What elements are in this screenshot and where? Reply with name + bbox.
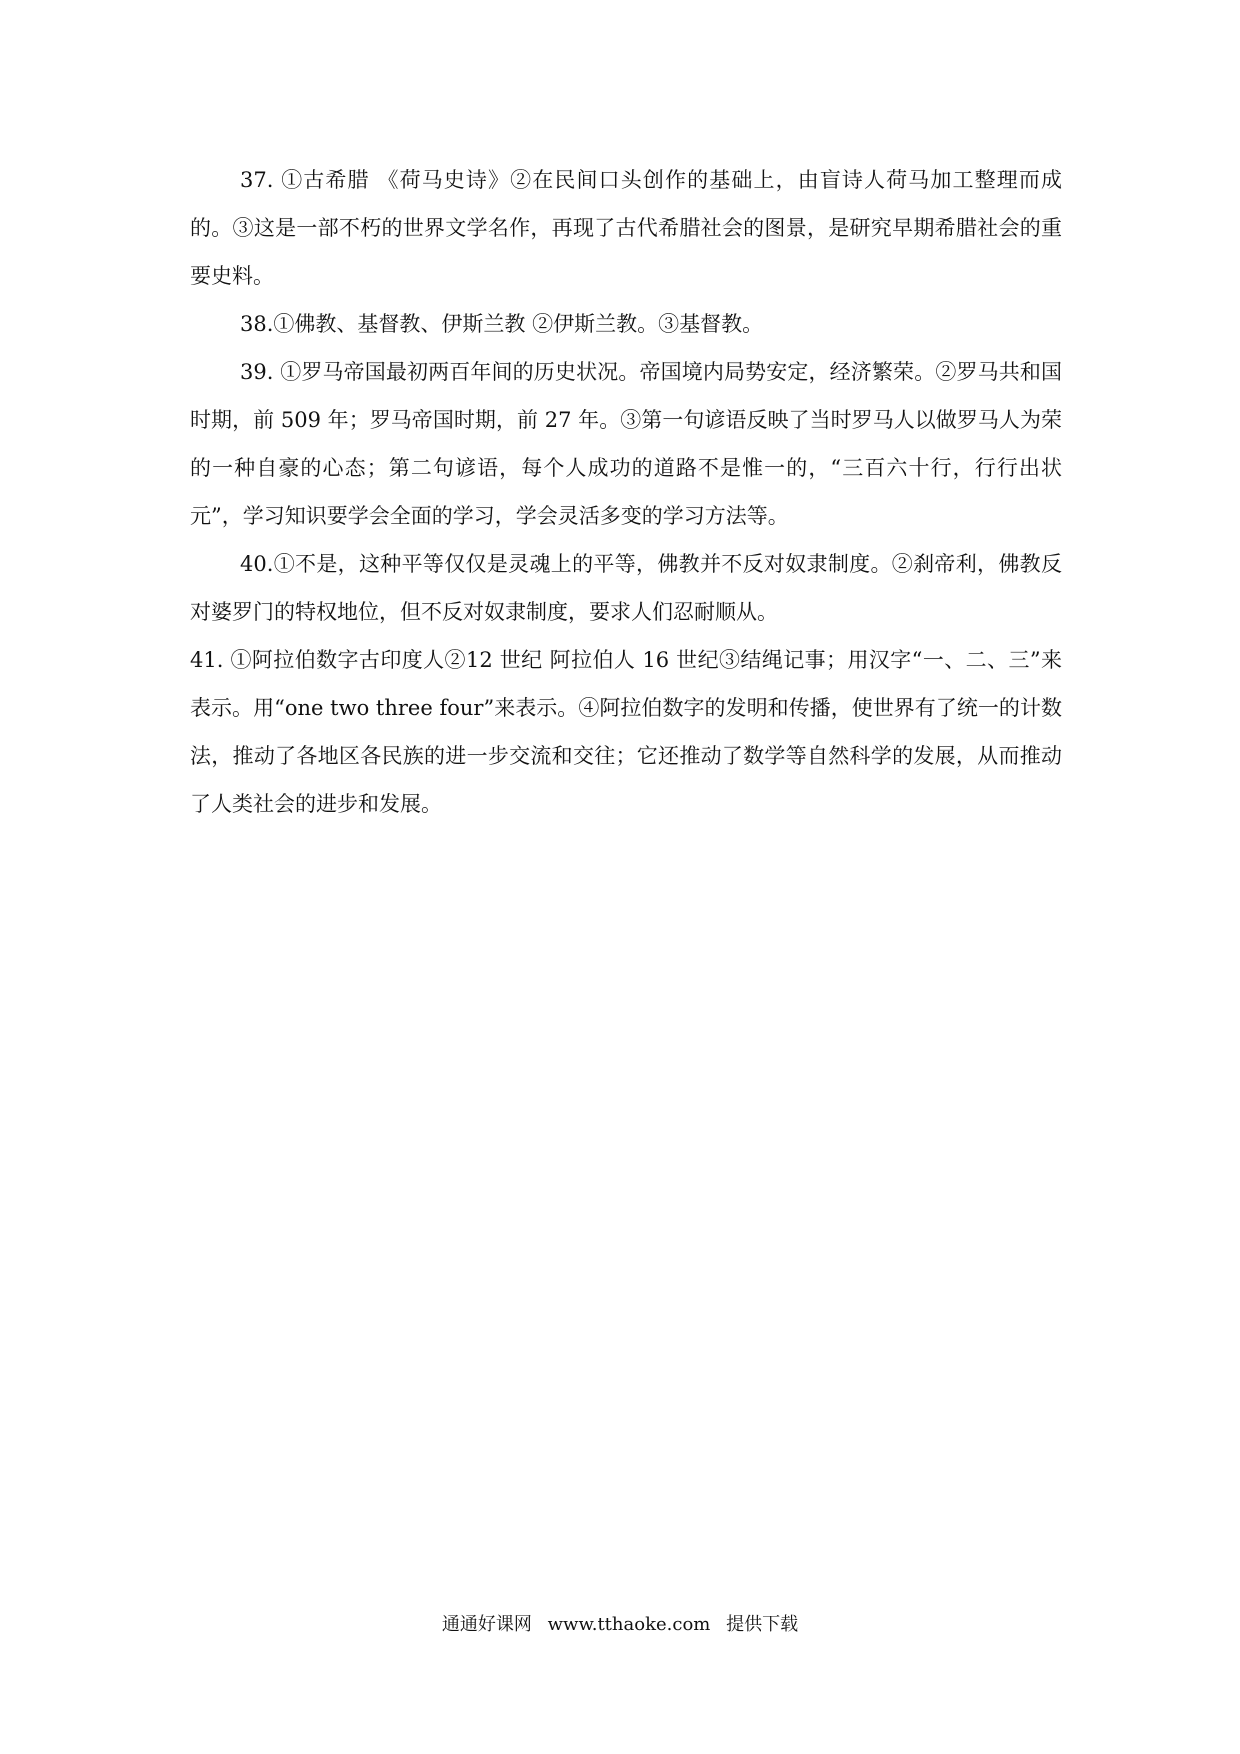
answer-37: 37. ①古希腊 《荷马史诗》②在民间口头创作的基础上，由盲诗人荷马加工整理而成的。③这是一部不朽的世界文学名作，再现了古代希腊社会的图景，是研究早期希腊社会的重要史料。 [190, 168, 1062, 288]
answer-41: 41. ①阿拉伯数字古印度人②12 世纪 阿拉伯人 16 世纪③结绳记事；用汉字“一、二、三”来表示。用“one two three four”来表示。④阿拉伯数字的发明和传播，使世界有了统一的计数法，推动了各地区各民族的进一步交流和交往；它还推动了数学等自然科学的发展，从而推动了人类社会的进步和发展。 [190, 648, 1062, 816]
answer-39: 39. ①罗马帝国最初两百年间的历史状况。帝国境内局势安定，经济繁荣。②罗马共和国时期，前 509 年；罗马帝国时期，前 27 年。③第一句谚语反映了当时罗马人以做罗马人为荣的一种自豪的心态；第二句谚语，每个人成功的道路不是惟一的，“三百六十行，行行出状元”，学习知识要学会全面的学习，学会灵活多变的学习方法等。 [190, 360, 1062, 528]
answer-40: 40.①不是，这种平等仅仅是灵魂上的平等，佛教并不反对奴隶制度。②刹帝利，佛教反对婆罗门的特权地位，但不反对奴隶制度，要求人们忍耐顺从。 [190, 552, 1062, 624]
page-footer [0, 1613, 1240, 1637]
answer-38: 38.①佛教、基督教、伊斯兰教 ②伊斯兰教。③基督教。 [240, 312, 764, 336]
footer-suffix: 提供下载 [726, 1614, 799, 1635]
answer-list [190, 156, 1062, 828]
footer-url: www.tthaoke.com [547, 1614, 711, 1635]
footer-site-name: 通通好课网 [441, 1614, 532, 1635]
